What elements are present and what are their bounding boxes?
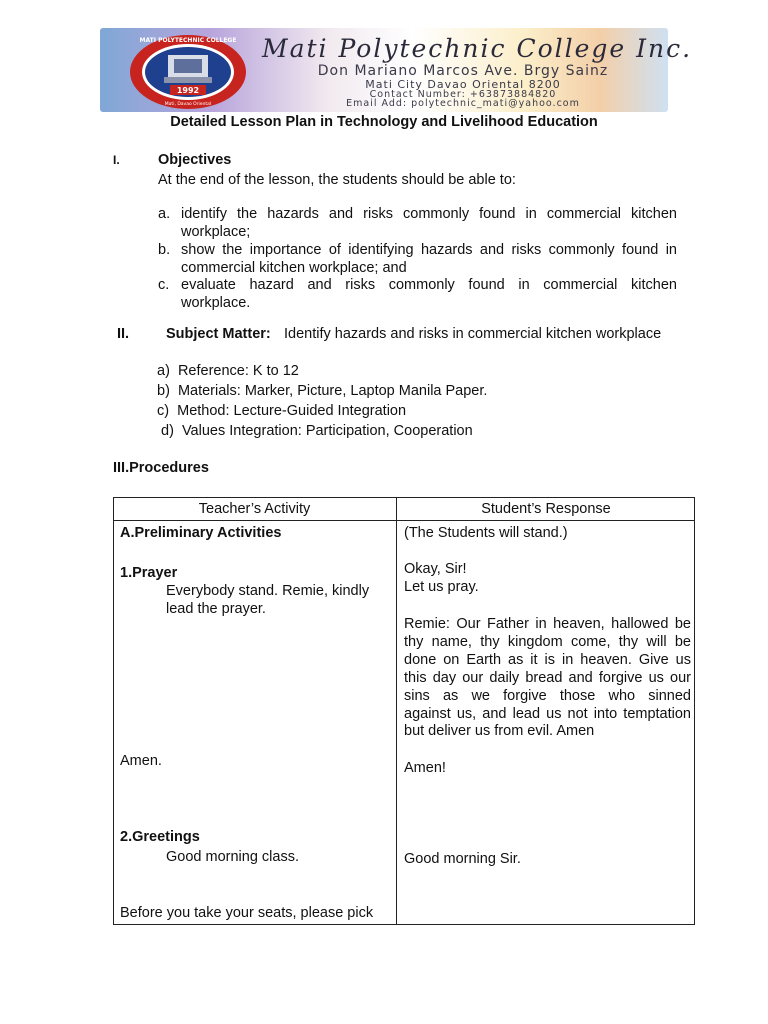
objectives-numeral: I. — [113, 153, 120, 167]
teacher-amen: Amen. — [120, 753, 162, 769]
objective-item-line: commercial kitchen workplace; and — [181, 260, 407, 276]
subject-matter-heading: Subject Matter: — [166, 326, 271, 342]
subject-matter-numeral: II. — [117, 326, 130, 342]
student-okay: Okay, Sir! — [404, 561, 467, 577]
seal-ring-text: MATI POLYTECHNIC COLLEGE — [139, 37, 237, 44]
teacher-section-heading: A.Preliminary Activities — [120, 525, 282, 541]
seal-location: Mati, Davao Oriental — [164, 102, 212, 107]
subject-matter-item: c) Method: Lecture-Guided Integration — [157, 403, 407, 419]
table-column-divider — [396, 497, 397, 925]
objectives-heading: Objectives — [158, 152, 232, 168]
teacher-prayer-line: Everybody stand. Remie, kindly — [166, 583, 370, 599]
subject-matter-item: a) Reference: K to 12 — [157, 363, 299, 379]
table-header-student: Student’s Response — [481, 501, 611, 517]
student-prayer-line: against us, and lead us not into temptation — [404, 706, 691, 722]
table-header-divider — [113, 520, 695, 521]
objective-marker: c. — [158, 277, 170, 293]
objectives-intro: At the end of the lesson, the students should be able to: — [158, 172, 516, 188]
school-email: Email Add: polytechnic_mati@yahoo.com — [346, 98, 580, 109]
objective-item-line: identify the hazards and risks commonly found in commercial kitchen — [181, 206, 677, 222]
teacher-greeting: Good morning class. — [166, 849, 299, 865]
objective-item-line: show the importance of identifying hazards and risks commonly found in — [181, 242, 677, 258]
seal-year: 1992 — [176, 86, 200, 95]
school-city: Mati City Davao Oriental 8200 — [365, 78, 561, 91]
objective-marker: a. — [158, 206, 171, 222]
document-title: Detailed Lesson Plan in Technology and Livelihood Education — [170, 114, 598, 130]
prayer-heading: 1.Prayer — [120, 565, 178, 581]
student-prayer-line: Remie: Our Father in heaven, hallowed be — [404, 616, 691, 632]
school-name: Mati Polytechnic College Inc. — [262, 34, 693, 63]
student-amen: Amen! — [404, 760, 446, 776]
subject-matter-text: Identify hazards and risks in commercial kitchen workplace — [284, 326, 662, 342]
objective-marker: b. — [158, 242, 171, 258]
student-stand: (The Students will stand.) — [404, 525, 568, 541]
student-greeting: Good morning Sir. — [404, 851, 521, 867]
student-prayer-line: done on Earth as it is in heaven. Give us — [404, 652, 691, 668]
college-seal-logo — [128, 33, 248, 111]
objective-item-line: workplace; — [181, 224, 251, 240]
student-prayer-line: this day our daily bread and forgive us our — [404, 670, 691, 686]
student-prayer-line: thy name, thy kingdom come, thy will be — [404, 634, 691, 650]
table-header-teacher: Teacher’s Activity — [198, 501, 311, 517]
procedures-heading: III.Procedures — [113, 460, 209, 476]
student-prayer-line: sins as we forgive those who sinned — [404, 688, 691, 704]
objective-item-line: evaluate hazard and risks commonly found in commercial kitchen — [181, 277, 677, 293]
subject-matter-item: d) Values Integration: Participation, Cooperation — [161, 423, 473, 439]
teacher-seats-instruction: Before you take your seats, please pick — [120, 905, 374, 921]
teacher-prayer-line: lead the prayer. — [166, 601, 266, 617]
school-address: Don Mariano Marcos Ave. Brgy Sainz — [317, 63, 609, 79]
student-prayer-line: but deliver us from evil. Amen — [404, 723, 595, 739]
objective-item-line: workplace. — [181, 295, 251, 311]
greetings-heading: 2.Greetings — [120, 829, 200, 845]
subject-matter-item: b) Materials: Marker, Picture, Laptop Manila Paper. — [157, 383, 488, 399]
school-contact: Contact Number: +63873884820 — [369, 89, 557, 100]
student-pray: Let us pray. — [404, 579, 479, 595]
